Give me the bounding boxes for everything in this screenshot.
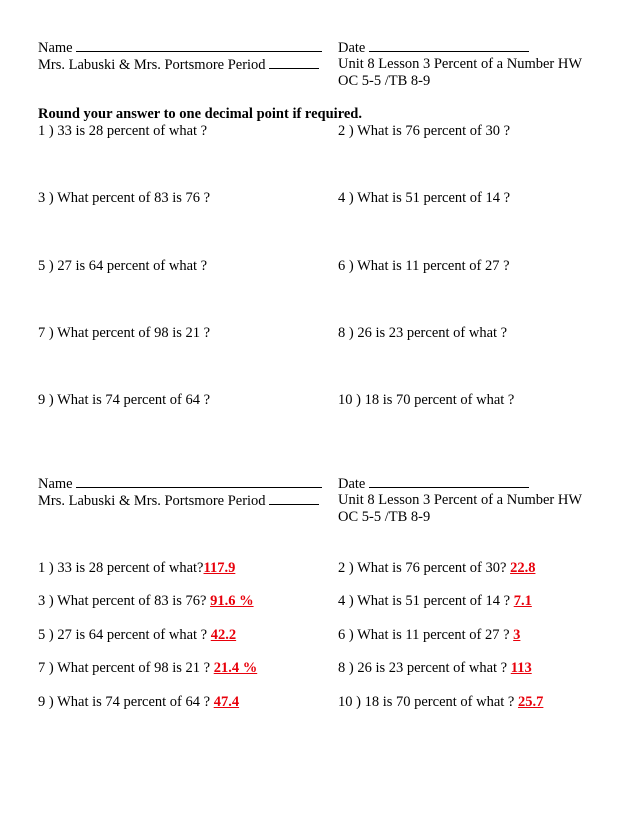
name-label: Name — [38, 476, 73, 492]
answer-item-7 — [38, 660, 257, 677]
date-label: Date — [338, 476, 366, 492]
answer-question: 4 ) What is 51 percent of 14 ? — [338, 593, 514, 609]
teacher-line-1 — [38, 56, 319, 74]
question-7: 7 ) What percent of 98 is 21 ? — [38, 325, 211, 341]
date-label: Date — [338, 40, 366, 56]
worksheet-title-2: Unit 8 Lesson 3 Percent of a Number HW — [338, 492, 583, 508]
worksheet-subtitle-1: OC 5-5 /TB 8-9 — [338, 73, 431, 89]
answer-item-6 — [338, 627, 520, 644]
answer-item-4 — [338, 593, 532, 610]
date-blank — [369, 39, 529, 52]
period-blank — [269, 492, 319, 505]
answer-value: 91.6 % — [210, 593, 254, 609]
worksheet-subtitle-2: OC 5-5 /TB 8-9 — [338, 509, 431, 525]
question-5: 5 ) 27 is 64 percent of what ? — [38, 258, 208, 274]
name-field-1 — [38, 39, 322, 57]
question-6: 6 ) What is 11 percent of 27 ? — [338, 258, 510, 274]
answer-question: 7 ) What percent of 98 is 21 ? — [38, 660, 214, 676]
worksheet-title-1: Unit 8 Lesson 3 Percent of a Number HW — [338, 56, 583, 72]
answer-question: 9 ) What is 74 percent of 64 ? — [38, 694, 214, 710]
answer-value: 22.8 — [510, 560, 536, 576]
answer-value: 3 — [513, 627, 521, 643]
question-3: 3 ) What percent of 83 is 76 ? — [38, 190, 211, 206]
answer-value: 47.4 — [213, 694, 240, 710]
question-10: 10 ) 18 is 70 percent of what ? — [338, 392, 515, 408]
answer-item-5 — [38, 627, 236, 644]
question-9: 9 ) What is 74 percent of 64 ? — [38, 392, 211, 408]
question-1: 1 ) 33 is 28 percent of what ? — [38, 123, 208, 139]
question-8: 8 ) 26 is 23 percent of what ? — [338, 325, 508, 341]
answer-item-9 — [38, 694, 239, 711]
date-blank — [369, 475, 529, 488]
period-blank — [269, 56, 319, 69]
teacher-label: Mrs. Labuski & Mrs. Portsmore Period — [38, 57, 266, 73]
teacher-label: Mrs. Labuski & Mrs. Portsmore Period — [38, 493, 266, 509]
date-field-1 — [338, 39, 529, 57]
name-blank — [76, 39, 322, 52]
answer-question: 1 ) 33 is 28 percent of what? — [38, 560, 204, 576]
answer-item-1 — [38, 560, 235, 577]
answer-question: 5 ) 27 is 64 percent of what ? — [38, 627, 211, 643]
answer-value: 113 — [510, 660, 532, 676]
answer-value: 21.4 % — [213, 660, 258, 676]
answer-question: 10 ) 18 is 70 percent of what ? — [338, 694, 518, 710]
answer-item-2 — [338, 560, 535, 577]
answer-question: 2 ) What is 76 percent of 30? — [338, 560, 511, 576]
answer-item-3 — [38, 593, 254, 610]
answer-value: 117.9 — [203, 560, 236, 576]
answer-value: 42.2 — [210, 627, 237, 643]
answer-value: 7.1 — [513, 593, 532, 609]
answer-value: 25.7 — [518, 694, 544, 710]
answer-question: 8 ) 26 is 23 percent of what ? — [338, 660, 511, 676]
teacher-line-2 — [38, 492, 319, 510]
name-field-2 — [38, 475, 322, 493]
answer-question: 3 ) What percent of 83 is 76? — [38, 593, 211, 609]
answer-item-8 — [338, 660, 532, 677]
question-2: 2 ) What is 76 percent of 30 ? — [338, 123, 511, 139]
answer-item-10 — [338, 694, 543, 711]
name-blank — [76, 475, 322, 488]
name-label: Name — [38, 40, 73, 56]
question-4: 4 ) What is 51 percent of 14 ? — [338, 190, 511, 206]
date-field-2 — [338, 475, 529, 493]
answer-question: 6 ) What is 11 percent of 27 ? — [338, 627, 514, 643]
instruction: Round your answer to one decimal point if required. — [38, 106, 362, 122]
